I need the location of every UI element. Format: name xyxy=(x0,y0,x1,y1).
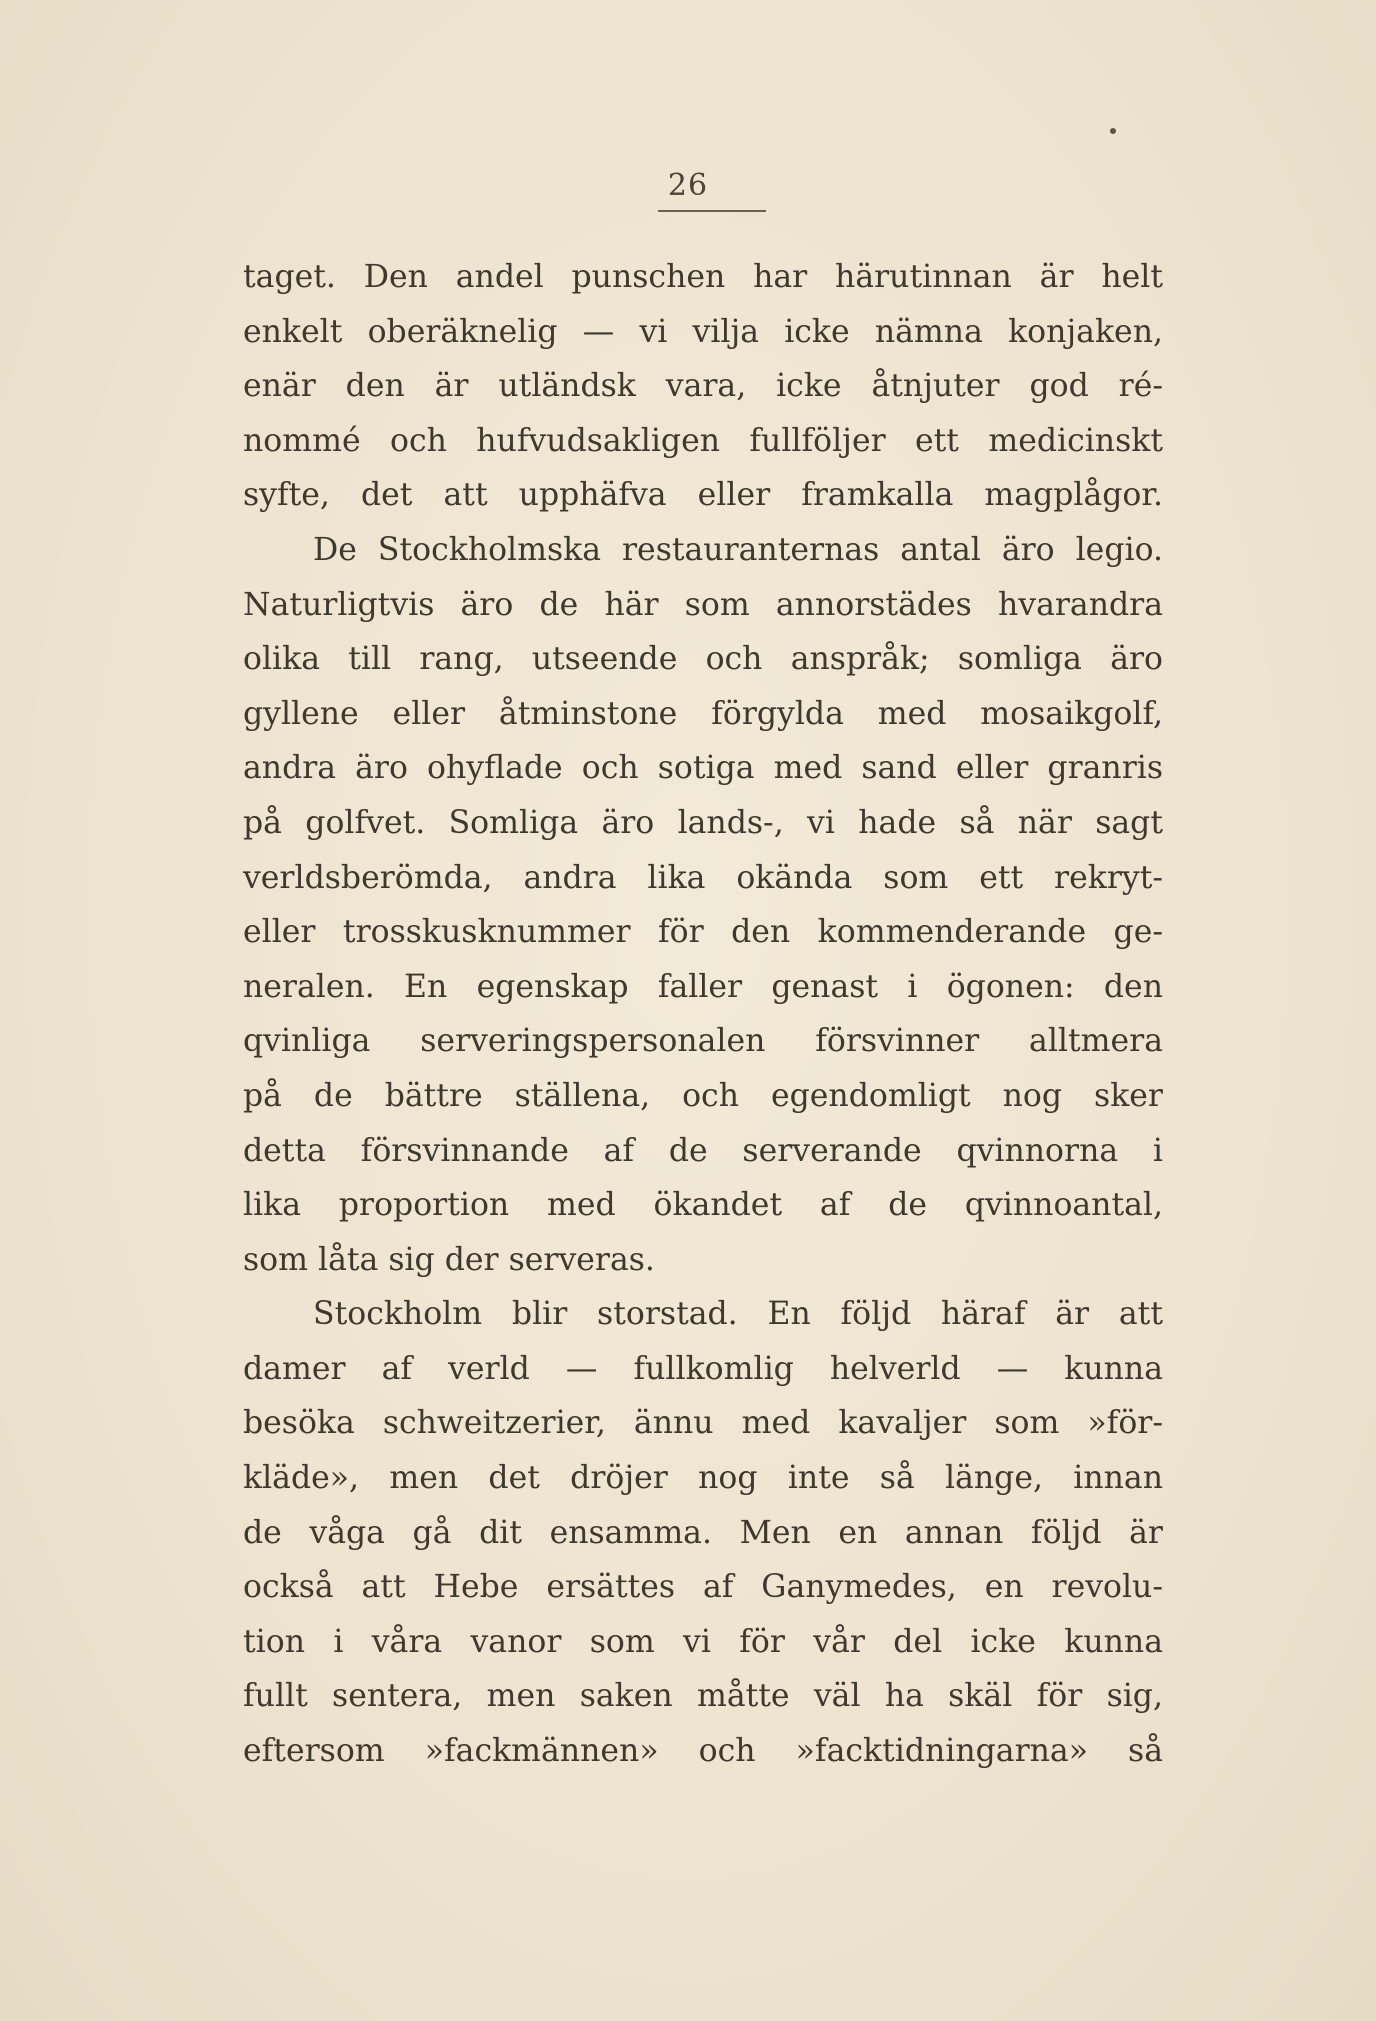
text-line: olika till rang, utseende och anspråk; somliga äro xyxy=(243,641,1163,678)
text-line: fullt sentera, men saken måtte väl ha skäl för sig, xyxy=(243,1678,1163,1715)
text-line: kläde», men det dröjer nog inte så länge, innan xyxy=(243,1460,1163,1497)
text-line: andra äro ohyflade och sotiga med sand eller granris xyxy=(243,750,1163,787)
text-line: lika proportion med ökandet af de qvinnoantal, xyxy=(243,1187,1163,1224)
text-line: detta försvinnande af de serverande qvinnorna i xyxy=(243,1132,1163,1169)
text-line: damer af verld — fullkomlig helverld — kunna xyxy=(243,1350,1163,1387)
body-text xyxy=(243,250,1163,1779)
text-line: de våga gå dit ensamma. Men en annan följd är xyxy=(243,1514,1163,1551)
page-number: 26 xyxy=(667,168,709,203)
text-line: verldsberömda, andra lika okända som ett rekryt- xyxy=(243,859,1163,896)
text-line: enär den är utländsk vara, icke åtnjuter god ré- xyxy=(243,368,1163,405)
text-line: De Stockholmska restauranternas antal äro legio. xyxy=(313,531,1163,568)
text-line: gyllene eller åtminstone förgylda med mosaikgolf, xyxy=(243,695,1163,732)
text-line: eller trosskusknummer för den kommenderande ge- xyxy=(243,914,1163,951)
text-line: eftersom »fackmännen» och »facktidningarna» så xyxy=(243,1733,1163,1770)
ink-speck xyxy=(1110,128,1116,134)
text-line: neralen. En egenskap faller genast i ögonen: den xyxy=(243,968,1163,1005)
text-line: på golfvet. Somliga äro lands-, vi hade så när sagt xyxy=(243,804,1163,841)
text-line: Naturligtvis äro de här som annorstädes hvarandra xyxy=(243,586,1163,623)
text-line: enkelt oberäknelig — vi vilja icke nämna konjaken, xyxy=(243,313,1163,350)
text-line: syfte, det att upphäfva eller framkalla magplågor. xyxy=(243,477,1163,514)
text-line: tion i våra vanor som vi för vår del icke kunna xyxy=(243,1623,1163,1660)
text-line: nommé och hufvudsakligen fullföljer ett medicinskt xyxy=(243,422,1163,459)
text-line: på de bättre ställena, och egendomligt nog sker xyxy=(243,1077,1163,1114)
text-line: besöka schweitzerier, ännu med kavaljer som »för- xyxy=(243,1405,1163,1442)
page-number-rule xyxy=(658,210,766,212)
text-line: qvinliga serveringspersonalen försvinner alltmera xyxy=(243,1023,1163,1060)
text-line: Stockholm blir storstad. En följd häraf är att xyxy=(313,1296,1163,1333)
text-line: taget. Den andel punschen har härutinnan är helt xyxy=(243,259,1163,295)
text-line: som låta sig der serveras. xyxy=(243,1241,655,1278)
text-line: också att Hebe ersättes af Ganymedes, en revolu- xyxy=(243,1569,1163,1606)
